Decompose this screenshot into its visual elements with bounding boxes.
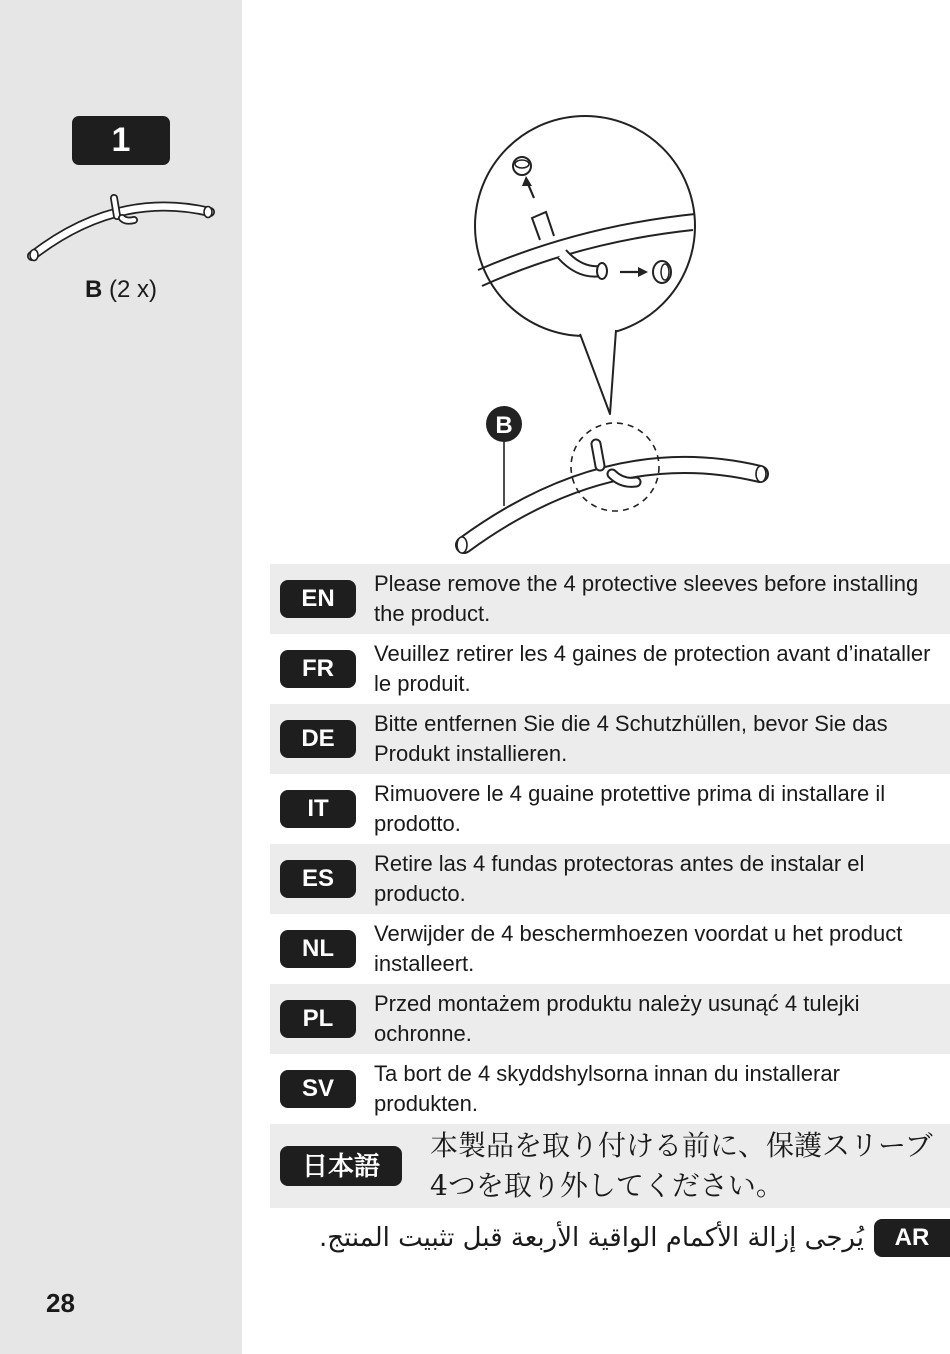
instruction-text-fr: Veuillez retirer les 4 gaines de protection avant d’inataller le produit. xyxy=(374,641,931,696)
instruction-text-it: Rimuovere le 4 guaine protettive prima di installare il prodotto. xyxy=(374,781,886,836)
lang-badge-de: DE xyxy=(280,720,356,758)
part-quantity: (2 x) xyxy=(109,276,157,303)
lang-badge-ja: 日本語 xyxy=(280,1146,402,1186)
instruction-row-fr xyxy=(270,634,950,704)
assembly-illustration xyxy=(440,108,780,563)
instruction-row-ar xyxy=(270,1208,950,1268)
instruction-row-it xyxy=(270,774,950,844)
lang-badge-nl: NL xyxy=(280,930,356,968)
instruction-text-ar: يُرجى إزالة الأكمام الواقية الأربعة قبل تثبيت المنتج. xyxy=(318,1223,864,1253)
callout-letter: B xyxy=(495,412,513,439)
instruction-row-en xyxy=(270,564,950,634)
lang-badge-it: IT xyxy=(280,790,356,828)
instruction-text-nl: Verwijder de 4 beschermhoezen voordat u het product installeert. xyxy=(374,921,903,976)
instruction-text-ja xyxy=(430,1126,950,1206)
instruction-row-de xyxy=(270,704,950,774)
instruction-text-pl: Przed montażem produktu należy usunąć 4 tulejki ochronne. xyxy=(374,991,860,1046)
instruction-row-ja xyxy=(270,1124,950,1208)
instruction-row-es xyxy=(270,844,950,914)
instruction-text-de: Bitte entfernen Sie die 4 Schutzhüllen, bevor Sie das Produkt installieren. xyxy=(374,711,888,766)
lang-badge-sv: SV xyxy=(280,1070,356,1108)
step-number-badge: 1 xyxy=(72,116,170,165)
instruction-text-sv: Ta bort de 4 skyddshylsorna innan du installerar produkten. xyxy=(374,1061,840,1116)
lang-badge-pl: PL xyxy=(280,1000,356,1038)
callout-b xyxy=(486,406,522,506)
instruction-row-pl xyxy=(270,984,950,1054)
lang-badge-ar: AR xyxy=(874,1219,950,1257)
lang-badge-fr: FR xyxy=(280,650,356,688)
instruction-text-ja-line2: 4つを取り外してください。 xyxy=(430,1169,784,1202)
page-number: 28 xyxy=(46,1288,75,1318)
part-b-illustration xyxy=(22,180,222,270)
lang-badge-en: EN xyxy=(280,580,356,618)
sidebar xyxy=(0,0,242,1354)
instruction-row-nl xyxy=(270,914,950,984)
instruction-row-sv xyxy=(270,1054,950,1124)
lang-badge-es: ES xyxy=(280,860,356,898)
instruction-list xyxy=(270,564,950,1268)
part-quantity-label xyxy=(0,276,242,304)
instruction-text-en: Please remove the 4 protective sleeves before installing the product. xyxy=(374,571,919,626)
part-letter: B xyxy=(84,276,103,303)
instruction-text-ja-line1: 本製品を取り付ける前に、保護スリーブ xyxy=(430,1129,933,1162)
instruction-text-es: Retire las 4 fundas protectoras antes de instalar el producto. xyxy=(374,851,865,906)
magnified-detail xyxy=(475,116,695,414)
